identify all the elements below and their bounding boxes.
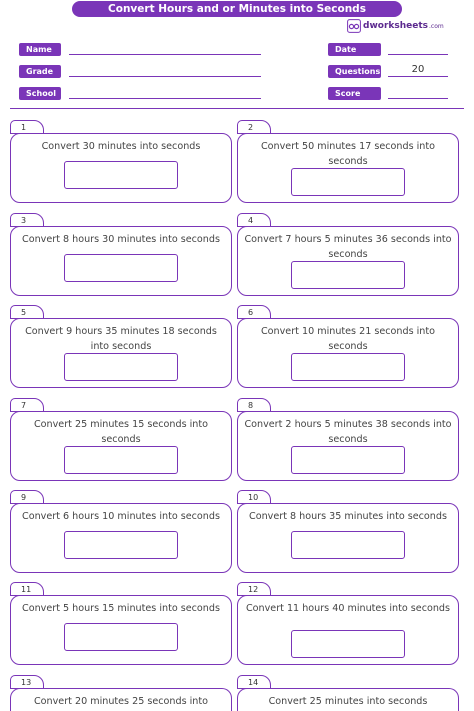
question-text: Convert 30 minutes into seconds — [41, 141, 201, 152]
worksheet-title: Convert Hours and or Minutes into Seconds — [72, 1, 402, 17]
date-label: Date — [328, 43, 381, 56]
answer-box[interactable] — [64, 623, 178, 651]
question-card — [237, 318, 459, 388]
score-label: Score — [328, 87, 381, 100]
answer-box[interactable] — [291, 446, 405, 474]
question-text: Convert 50 minutes 17 seconds into seconds — [260, 141, 436, 167]
question-card — [10, 688, 232, 711]
grade-field[interactable] — [69, 76, 261, 77]
question-card — [237, 503, 459, 573]
question-number: 8 — [237, 398, 271, 412]
question-card — [237, 133, 459, 203]
site-logo[interactable] — [347, 18, 444, 34]
question-text: Convert 20 minutes 25 seconds into — [33, 696, 209, 707]
answer-box[interactable] — [64, 353, 178, 381]
answer-box[interactable] — [291, 261, 405, 289]
question-text: Convert 8 hours 30 minutes into seconds — [22, 234, 220, 245]
question-number: 4 — [237, 213, 271, 227]
logo-suffix: .com — [429, 22, 444, 30]
question-card — [10, 226, 232, 296]
question-text: Convert 8 hours 35 minutes into seconds — [249, 511, 447, 522]
question-number: 13 — [10, 675, 44, 689]
question-number: 9 — [10, 490, 44, 504]
question-card — [10, 595, 232, 665]
header-divider — [10, 108, 464, 109]
question-number: 7 — [10, 398, 44, 412]
question-text: Convert 11 hours 40 minutes into seconds — [245, 603, 451, 614]
question-text: Convert 2 hours 5 minutes 38 seconds into seconds — [244, 419, 452, 445]
question-number: 6 — [237, 305, 271, 319]
logo-text: dworksheets — [363, 21, 428, 31]
answer-box[interactable] — [291, 531, 405, 559]
question-text: Convert 6 hours 10 minutes into seconds — [22, 511, 220, 522]
question-card — [10, 411, 232, 481]
question-card — [237, 595, 459, 665]
answer-box[interactable] — [291, 168, 405, 196]
question-number: 1 — [10, 120, 44, 134]
name-label: Name — [19, 43, 61, 56]
question-card — [10, 318, 232, 388]
question-card — [237, 688, 459, 711]
school-label: School — [19, 87, 61, 100]
question-text: Convert 10 minutes 21 seconds into seconds — [260, 326, 436, 352]
answer-box[interactable] — [64, 161, 178, 189]
question-card — [10, 133, 232, 203]
question-text: Convert 7 hours 5 minutes 36 seconds into seconds — [244, 234, 452, 260]
questions-count: 20 — [411, 64, 425, 75]
date-field[interactable] — [388, 54, 448, 55]
answer-box[interactable] — [291, 353, 405, 381]
question-text: Convert 25 minutes into seconds — [268, 696, 428, 707]
answer-box[interactable] — [64, 446, 178, 474]
question-text: Convert 25 minutes 15 seconds into seconds — [33, 419, 209, 445]
question-number: 12 — [237, 582, 271, 596]
answer-box[interactable] — [64, 531, 178, 559]
question-number: 3 — [10, 213, 44, 227]
question-text: Convert 5 hours 15 minutes into seconds — [22, 603, 220, 614]
name-field[interactable] — [69, 54, 261, 55]
question-number: 2 — [237, 120, 271, 134]
questions-label: Questions — [328, 65, 381, 78]
question-number: 10 — [237, 490, 271, 504]
school-field[interactable] — [69, 98, 261, 99]
answer-box[interactable] — [64, 254, 178, 282]
answer-box[interactable] — [291, 630, 405, 658]
question-number: 11 — [10, 582, 44, 596]
question-number: 5 — [10, 305, 44, 319]
question-number: 14 — [237, 675, 271, 689]
glasses-icon — [347, 19, 361, 33]
question-card — [237, 226, 459, 296]
questions-field — [388, 76, 448, 77]
question-text: Convert 9 hours 35 minutes 18 seconds into seconds — [25, 326, 217, 352]
question-card — [237, 411, 459, 481]
question-card — [10, 503, 232, 573]
score-field[interactable] — [388, 98, 448, 99]
grade-label: Grade — [19, 65, 61, 78]
